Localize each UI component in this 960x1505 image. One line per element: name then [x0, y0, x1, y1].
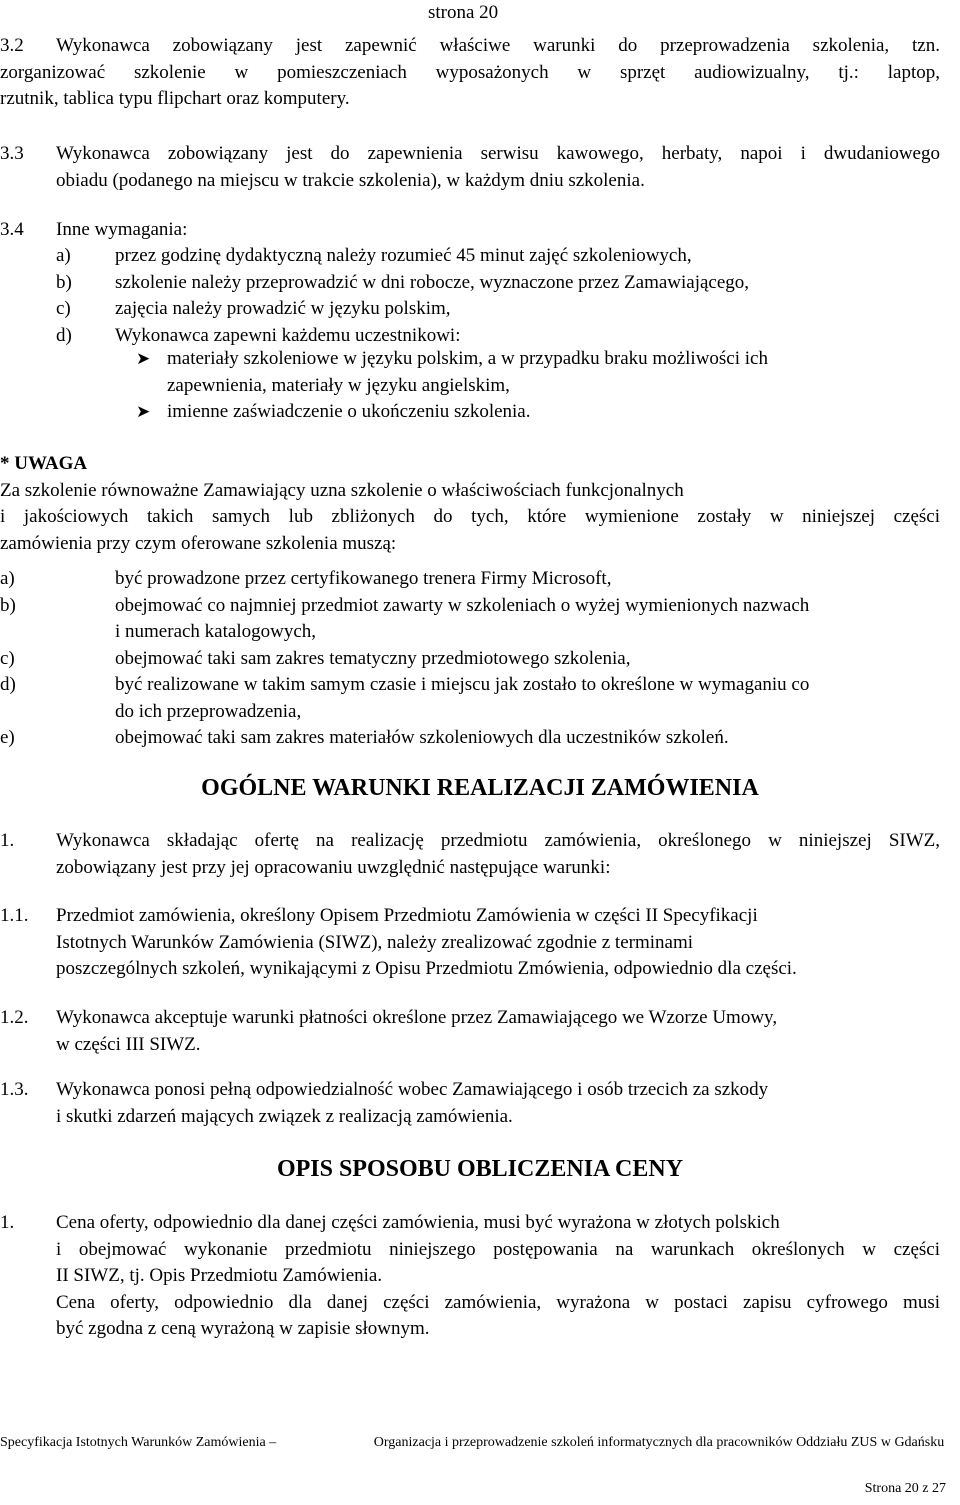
paragraph-line: Istotnych Warunków Zamówienia (SIWZ), należy zrealizować zgodnie z terminami: [56, 931, 694, 953]
section-number: 1.3.: [0, 1079, 29, 1100]
arrow-bullet-icon: ➤: [136, 402, 151, 421]
paragraph-line: rzutnik, tablica typu flipchart oraz komputery.: [0, 88, 350, 109]
paragraph-line: i skutki zdarzeń mających związek z realizacją zamówienia.: [56, 1105, 513, 1127]
section-number: 1.: [0, 1212, 15, 1233]
list-text: i numerach katalogowych,: [115, 621, 317, 642]
list-item: [0, 725, 940, 752]
paragraph-line: i jakościowych takich samych lub zbliżonych do tych, które wymienione zostały w niniejszej części: [0, 506, 940, 527]
list-text: obejmować taki sam zakres tematyczny przedmiotowego szkolenia,: [115, 647, 631, 669]
list-text: być prowadzone przez certyfikowanego trenera Firmy Microsoft,: [115, 568, 612, 589]
paragraph-line: i obejmować wykonanie przedmiotu niniejszego postępowania na warunkach określonych w części: [56, 1238, 940, 1260]
list-label: b): [56, 271, 72, 293]
paragraph-line: Cena oferty, odpowiednio dla danej części zamówienia, musi być wyrażona w złotych polskich: [56, 1212, 780, 1233]
paragraph-line: w części III SIWZ.: [56, 1033, 201, 1055]
bullet-item: [136, 399, 940, 426]
list-label: e): [0, 727, 15, 748]
list-label: b): [0, 594, 16, 616]
footer-right: Organizacja i przeprowadzenie szkoleń informatycznych dla pracowników Oddziału ZUS w Gdańsku: [373, 1435, 945, 1450]
list-item: [56, 243, 940, 270]
paragraph-line: Wykonawca ponosi pełną odpowiedzialność wobec Zamawiającego i osób trzecich za szkody: [56, 1079, 769, 1100]
paragraph-line: Wykonawca składając ofertę na realizację przedmiotu zamówienia, określonego w niniejszej SIWZ,: [56, 830, 940, 851]
page-number: Strona 20 z 27: [864, 1481, 946, 1496]
section-title: Inne wymagania:: [56, 219, 188, 240]
condition-1-1: [0, 903, 940, 983]
list-text: przez godzinę dydaktyczną należy rozumieć 45 minut zajęć szkoleniowych,: [115, 245, 692, 266]
paragraph-line: zorganizować szkolenie w pomieszczeniach wyposażonych w sprzęt audiowizualny, tj.: laptop,: [0, 61, 940, 83]
list-item: [0, 672, 940, 725]
section-number: 1.1.: [0, 905, 29, 926]
list-text: obejmować taki sam zakres materiałów szkoleniowych dla uczestników szkoleń.: [115, 727, 729, 748]
section-heading: OPIS SPOSOBU OBLICZENIA CENY: [276, 1156, 684, 1182]
paragraph-line: Za szkolenie równoważne Zamawiający uzna szkolenie o właściwościach funkcjonalnych: [0, 479, 684, 501]
list-label: d): [56, 324, 72, 346]
paragraph-line: obiadu (podanego na miejscu w trakcie szkolenia), w każdym dniu szkolenia.: [56, 169, 645, 191]
section-number: 1.2.: [0, 1007, 29, 1028]
section-3-2: [0, 33, 940, 113]
uwaga-block: [0, 451, 940, 557]
uwaga-title: * UWAGA: [0, 453, 88, 474]
arrow-bullet-icon: ➤: [136, 349, 151, 368]
section-3-3: [0, 141, 940, 194]
list-item: [0, 593, 940, 646]
price-1: [0, 1210, 940, 1343]
footer-left: Specyfikacja Istotnych Warunków Zamówienia –: [0, 1435, 277, 1450]
paragraph-line: poszczególnych szkoleń, wynikającymi z Opisu Przedmiotu Zmówienia, odpowiednio dla części.: [56, 958, 797, 979]
section-number: 3.4: [0, 219, 24, 240]
condition-1-2: [0, 1005, 940, 1058]
paragraph-line: zamówienia przy czym oferowane szkolenia muszą:: [0, 532, 397, 554]
list-text: do ich przeprowadzenia,: [115, 700, 302, 722]
list-text: zajęcia należy prowadzić w języku polskim,: [115, 298, 451, 319]
section-heading: OGÓLNE WARUNKI REALIZACJI ZAMÓWIENIA: [201, 775, 759, 801]
condition-1-3: [0, 1077, 940, 1130]
page-label: strona 20: [428, 2, 499, 23]
bullet-item: [136, 346, 940, 399]
list-text: obejmować co najmniej przedmiot zawarty w szkoleniach o wyżej wymienionych nazwach: [115, 594, 810, 616]
list-label: c): [0, 647, 15, 669]
bullet-text: materiały szkoleniowe w języku polskim, a w przypadku braku możliwości ich: [167, 348, 768, 369]
section-3-4: [0, 217, 940, 244]
list-text: szkolenie należy przeprowadzić w dni robocze, wyznaczone przez Zamawiającego,: [115, 271, 750, 293]
section-number: 3.2: [0, 35, 24, 56]
equivalence-list: [0, 566, 940, 752]
bullet-text: imienne zaświadczenie o ukończeniu szkolenia.: [167, 401, 531, 422]
list-item: [56, 296, 940, 323]
list-text: być realizowane w takim samym czasie i miejscu jak zostało to określone w wymaganiu co: [115, 674, 810, 695]
requirements-list: [56, 243, 940, 349]
list-label: a): [0, 568, 15, 589]
bullet-list: [136, 346, 940, 426]
list-item: [56, 270, 940, 297]
paragraph-line: Wykonawca zobowiązany jest zapewnić właściwe warunki do przeprowadzenia szkolenia, tzn.: [56, 35, 940, 56]
list-item: [0, 646, 940, 673]
condition-1: [0, 828, 940, 881]
paragraph-line: II SIWZ, tj. Opis Przedmiotu Zamówienia.: [56, 1265, 383, 1286]
section-number: 1.: [0, 830, 15, 851]
list-label: a): [56, 245, 71, 266]
paragraph-line: zobowiązany jest przy jej opracowaniu uwzględnić następujące warunki:: [56, 856, 611, 878]
paragraph-line: być zgodna z ceną wyrażoną w zapisie słownym.: [56, 1318, 430, 1339]
paragraph-line: Cena oferty, odpowiednio dla danej części zamówienia, wyrażona w postaci zapisu cyfrowego musi: [56, 1291, 940, 1313]
paragraph-line: Wykonawca zobowiązany jest do zapewnienia serwisu kawowego, herbaty, napoi i dwudaniowego: [56, 143, 940, 164]
list-item: [0, 566, 940, 593]
list-label: d): [0, 674, 16, 695]
list-text: Wykonawca zapewni każdemu uczestnikowi:: [115, 324, 461, 346]
paragraph-line: Przedmiot zamówienia, określony Opisem Przedmiotu Zamówienia w części II Specyfikacji: [56, 905, 758, 926]
section-number: 3.3: [0, 143, 24, 164]
bullet-text: zapewnienia, materiały w języku angielskim,: [167, 374, 510, 396]
paragraph-line: Wykonawca akceptuje warunki płatności określone przez Zamawiającego we Wzorze Umowy,: [56, 1007, 778, 1028]
list-label: c): [56, 298, 71, 319]
